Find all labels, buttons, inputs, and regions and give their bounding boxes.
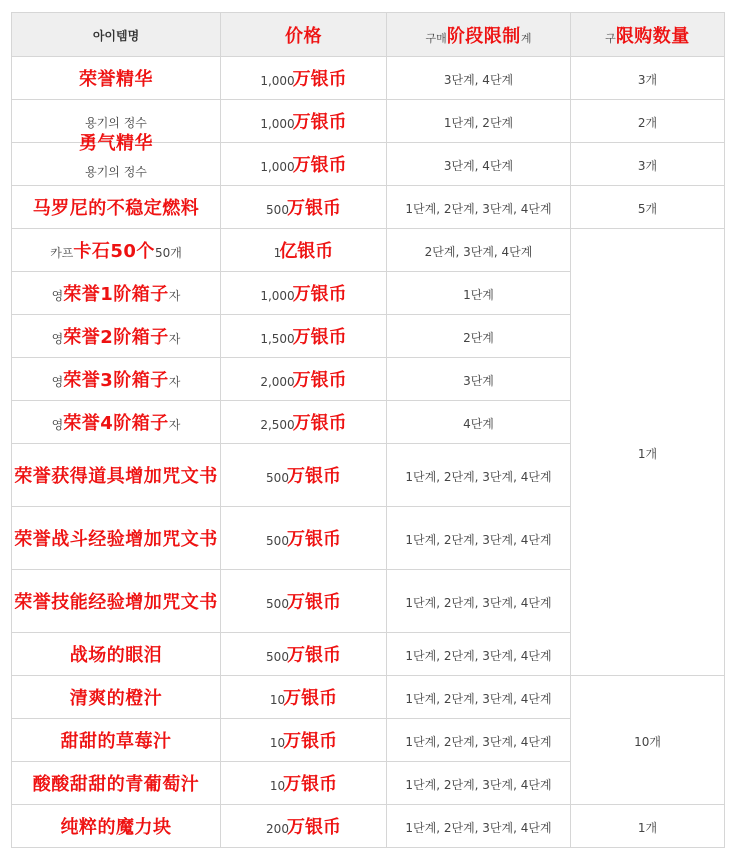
item-name-cell: 甜甜的草莓汁 <box>12 719 221 762</box>
table-row <box>12 676 725 719</box>
price-cell: 1,000万银币 <box>221 57 387 100</box>
item-name-cell: 纯粹的魔力块 <box>12 805 221 848</box>
stage-cell: 1단계 <box>387 272 571 315</box>
table-row <box>12 143 725 186</box>
item-name-cell: 영荣誉3阶箱子자 <box>12 358 221 401</box>
item-name-cell: 荣誉技能经验增加咒文书 <box>12 570 221 633</box>
item-name-cell: 马罗尼的不稳定燃料 <box>12 186 221 229</box>
price-cell: 500万银币 <box>221 444 387 507</box>
limit-cell: 2개 <box>571 100 725 143</box>
item-name-cell: 荣誉战斗经验增加咒文书 <box>12 507 221 570</box>
item-name-cell: 용기의 정수 勇气精华 <box>12 100 221 143</box>
stage-cell: 1단계, 2단계, 3단계, 4단계 <box>387 719 571 762</box>
price-cell: 10万银币 <box>221 719 387 762</box>
price-cell: 500万银币 <box>221 633 387 676</box>
limit-cell: 1개 <box>571 805 725 848</box>
table-row <box>12 100 725 143</box>
item-name-cell: 영荣誉1阶箱子자 <box>12 272 221 315</box>
price-cell: 10万银币 <box>221 676 387 719</box>
item-name-cell: 清爽的橙汁 <box>12 676 221 719</box>
limit-cell: 3개 <box>571 57 725 100</box>
price-cell: 1亿银币 <box>221 229 387 272</box>
stage-cell: 1단계, 2단계, 3단계, 4단계 <box>387 507 571 570</box>
item-name-cell: 영荣誉2阶箱子자 <box>12 315 221 358</box>
stage-cell: 1단계, 2단계, 3단계, 4단계 <box>387 444 571 507</box>
stage-cell: 1단계, 2단계, 3단계, 4단계 <box>387 676 571 719</box>
price-cell: 2,500万银币 <box>221 401 387 444</box>
stage-cell: 1단계, 2단계, 3단계, 4단계 <box>387 633 571 676</box>
table-row <box>12 805 725 848</box>
stage-cell: 1단계, 2단계, 3단계, 4단계 <box>387 805 571 848</box>
item-name-cell: 酸酸甜甜的青葡萄汁 <box>12 762 221 805</box>
stage-cell: 1단계, 2단계, 3단계, 4단계 <box>387 186 571 229</box>
table-row <box>12 229 725 272</box>
price-cell: 500万银币 <box>221 186 387 229</box>
stage-cell: 4단계 <box>387 401 571 444</box>
price-cell: 1,000万银币 <box>221 100 387 143</box>
table-header-row <box>12 13 725 57</box>
price-cell: 500万银币 <box>221 570 387 633</box>
stage-cell: 1단계, 2단계 <box>387 100 571 143</box>
header-item-name: 아이템명 <box>12 13 221 57</box>
stage-cell: 3단계, 4단계 <box>387 57 571 100</box>
limit-cell-merged: 1개 <box>571 229 725 676</box>
limit-cell-merged: 10개 <box>571 676 725 805</box>
stage-cell: 1단계, 2단계, 3단계, 4단계 <box>387 570 571 633</box>
stage-cell: 2단계 <box>387 315 571 358</box>
table-row <box>12 57 725 100</box>
price-cell: 10万银币 <box>221 762 387 805</box>
table-row <box>12 186 725 229</box>
item-name-overlay: 勇气精华 <box>79 133 153 154</box>
item-name-cell: 영荣誉4阶箱子자 <box>12 401 221 444</box>
price-cell: 500万银币 <box>221 507 387 570</box>
header-stage-limit: 구매阶段限制계 <box>387 13 571 57</box>
item-name-cell: 荣誉精华 <box>12 57 221 100</box>
item-name-cell: 카프卡石50个50개 <box>12 229 221 272</box>
price-cell: 2,000万银币 <box>221 358 387 401</box>
price-cell: 1,500万银币 <box>221 315 387 358</box>
honor-shop-table <box>11 12 725 848</box>
item-name-cell: 용기의 정수 <box>12 143 221 186</box>
stage-cell: 3단계 <box>387 358 571 401</box>
item-name-cell: 战场的眼泪 <box>12 633 221 676</box>
stage-cell: 2단계, 3단계, 4단계 <box>387 229 571 272</box>
stage-cell: 1단계, 2단계, 3단계, 4단계 <box>387 762 571 805</box>
price-cell: 1,000万银币 <box>221 143 387 186</box>
limit-cell: 5개 <box>571 186 725 229</box>
stage-cell: 3단계, 4단계 <box>387 143 571 186</box>
item-name-cell: 荣誉获得道具增加咒文书 <box>12 444 221 507</box>
price-cell: 1,000万银币 <box>221 272 387 315</box>
header-price: 价格 <box>221 13 387 57</box>
header-purchase-limit: 구限购数量 <box>571 13 725 57</box>
price-cell: 200万银币 <box>221 805 387 848</box>
limit-cell: 3개 <box>571 143 725 186</box>
